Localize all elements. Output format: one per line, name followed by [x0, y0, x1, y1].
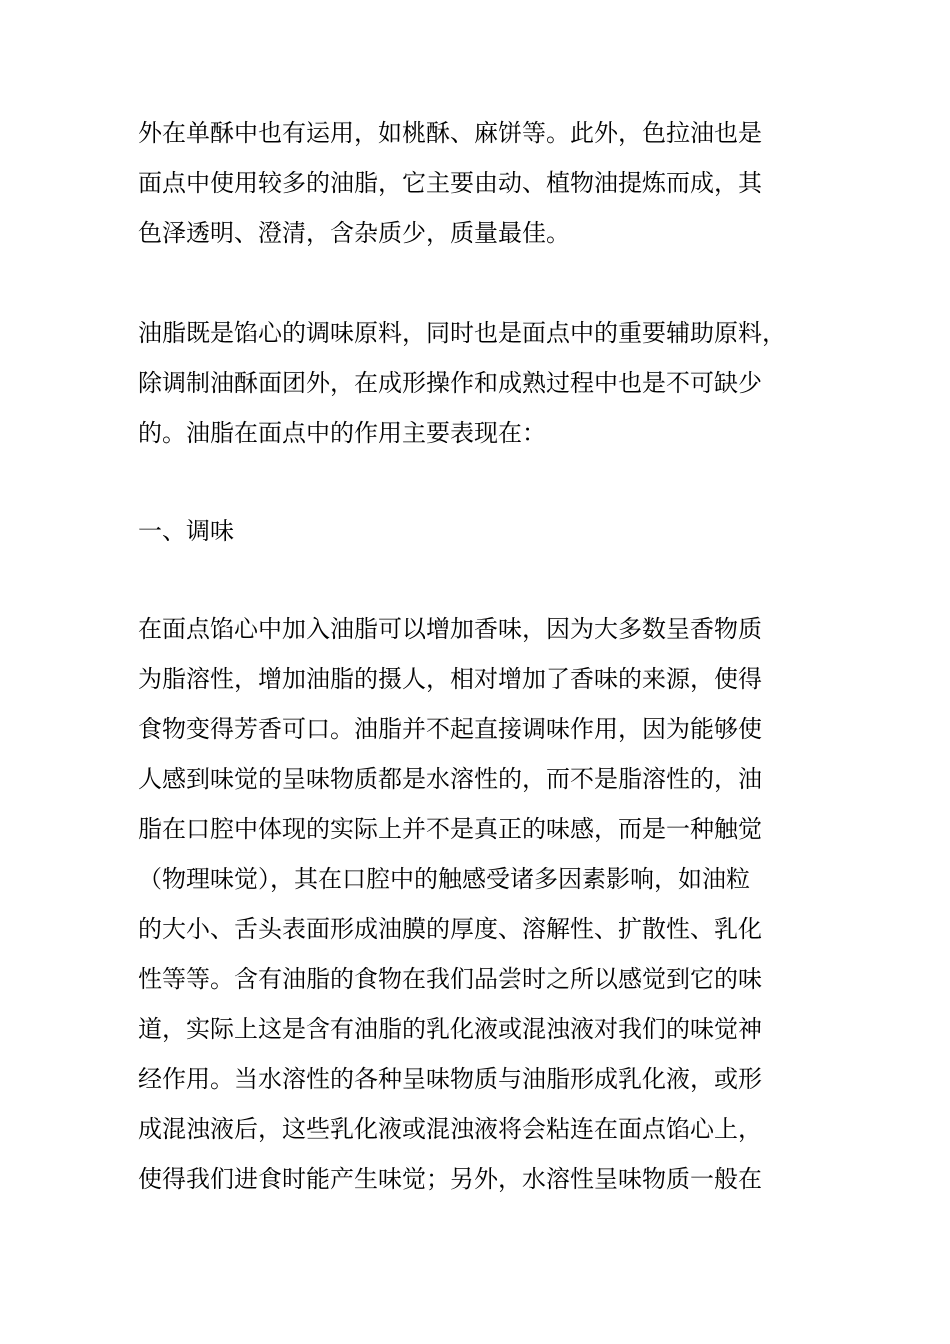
paragraph-2-line-1: 油脂既是馅心的调味原料，同时也是面点中的重要辅助原料， — [138, 319, 786, 347]
paragraph-3-line-12: 使得我们进食时能产生味觉；另外，水溶性呈味物质一般在 — [138, 1165, 762, 1193]
paragraph-3-line-4: 人感到味觉的呈味物质都是水溶性的，而不是脂溶性的，油 — [138, 765, 762, 793]
paragraph-3-line-3: 食物变得芳香可口。油脂并不起直接调味作用，因为能够使 — [138, 715, 762, 743]
paragraph-3-line-8: 性等等。含有油脂的食物在我们品尝时之所以感觉到它的味 — [138, 965, 762, 993]
paragraph-3-line-1: 在面点馅心中加入油脂可以增加香味，因为大多数呈香物质 — [138, 615, 762, 643]
paragraph-1-line-3: 色泽透明、澄清，含杂质少，质量最佳。 — [138, 219, 570, 247]
paragraph-3-line-6: （物理味觉），其在口腔中的触感受诸多因素影响，如油粒 — [138, 865, 750, 893]
paragraph-3-line-11: 成混浊液后，这些乳化液或混浊液将会粘连在面点馅心上， — [138, 1115, 762, 1143]
paragraph-3-line-7: 的大小、舌头表面形成油膜的厚度、溶解性、扩散性、乳化 — [138, 915, 762, 943]
paragraph-3-line-9: 道，实际上这是含有油脂的乳化液或混浊液对我们的味觉神 — [138, 1015, 762, 1043]
paragraph-2-line-3: 的。油脂在面点中的作用主要表现在： — [138, 419, 546, 447]
paragraph-1-line-1: 外在单酥中也有运用，如桃酥、麻饼等。此外，色拉油也是 — [138, 119, 762, 147]
paragraph-1-line-2: 面点中使用较多的油脂，它主要由动、植物油提炼而成，其 — [138, 169, 762, 197]
paragraph-3-line-5: 脂在口腔中体现的实际上并不是真正的味感，而是一种触觉 — [138, 815, 762, 843]
paragraph-2-line-2: 除调制油酥面团外，在成形操作和成熟过程中也是不可缺少 — [138, 369, 762, 397]
paragraph-3-line-2: 为脂溶性，增加油脂的摄人，相对增加了香味的来源，使得 — [138, 665, 762, 693]
paragraph-3-line-10: 经作用。当水溶性的各种呈味物质与油脂形成乳化液，或形 — [138, 1065, 762, 1093]
section-heading: 一、调味 — [138, 517, 234, 545]
